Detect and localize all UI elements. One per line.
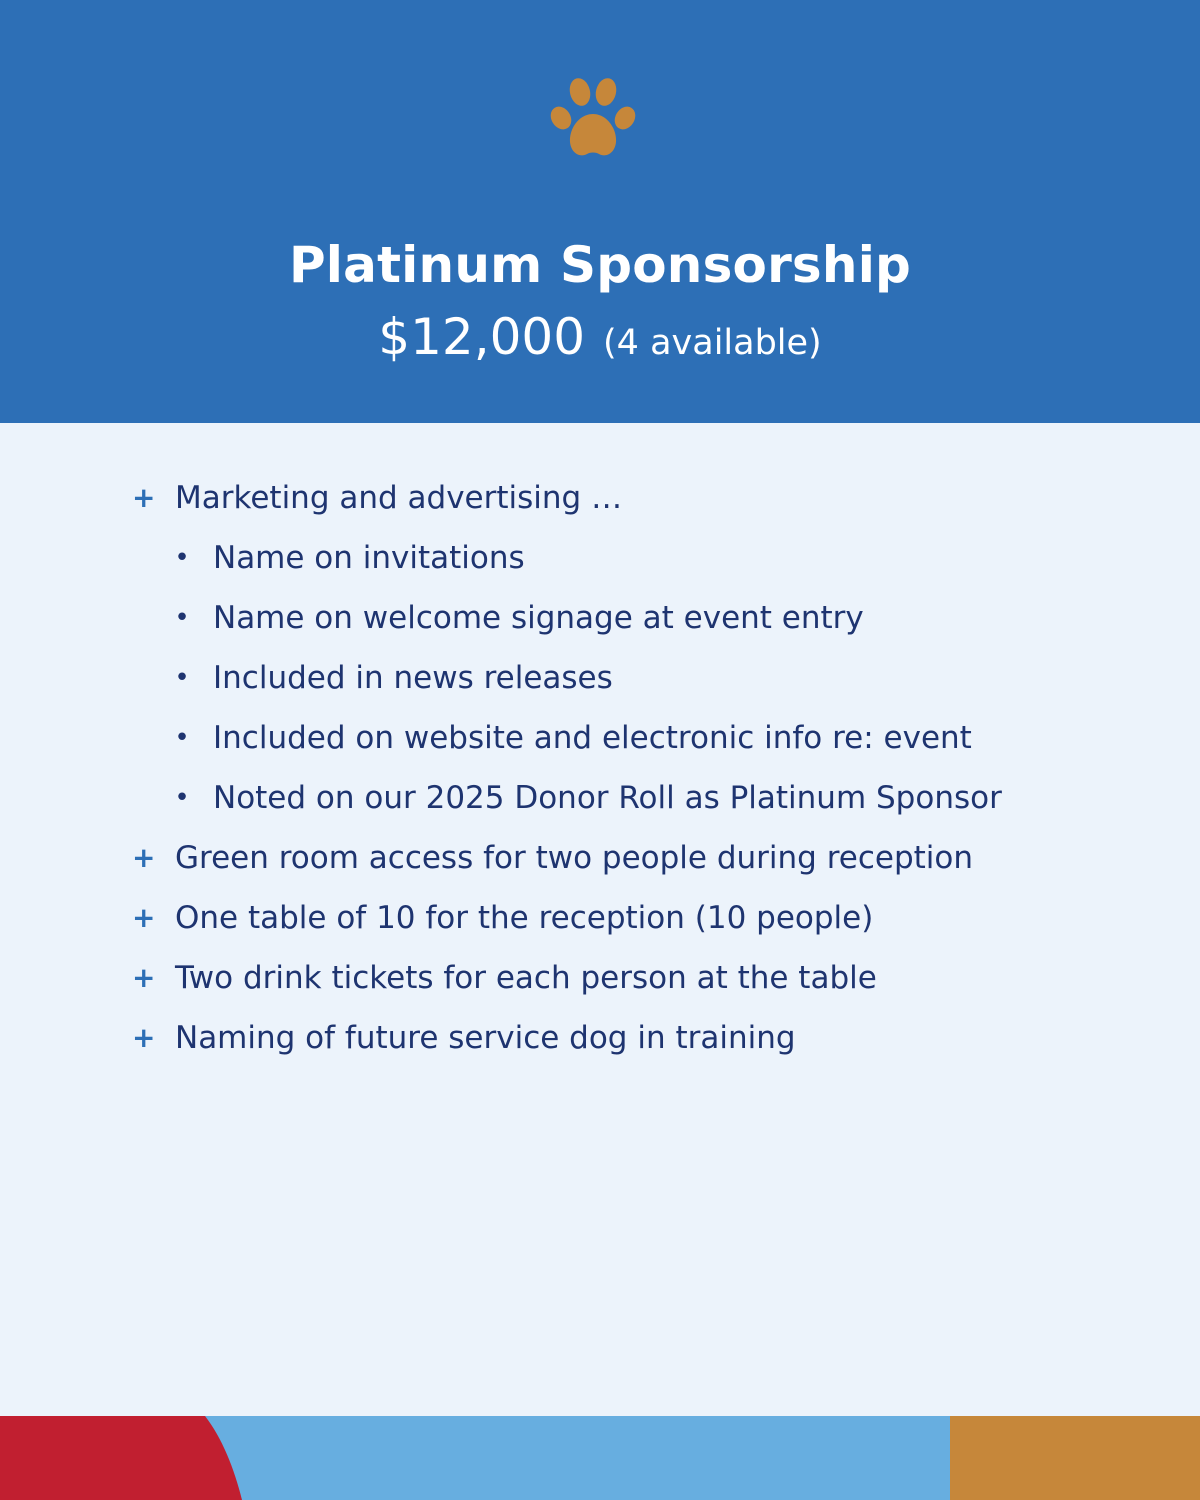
sub-benefit-text: Name on invitations [213,540,525,576]
bullet-icon: • [174,723,190,753]
plus-icon: + [132,1021,156,1054]
bullet-icon: • [174,663,190,693]
plus-icon: + [132,841,156,874]
footer-red-shape [0,1416,242,1500]
sub-benefit-text: Included on website and electronic info re: event [213,720,972,756]
bullet-icon: • [174,543,190,573]
benefit-text: Marketing and advertising … [175,480,623,516]
sub-benefit-text: Name on welcome signage at event entry [213,600,864,636]
price-line [0,308,1200,366]
paw-print-icon [549,74,637,160]
plus-icon: + [132,481,156,514]
benefit-text: Two drink tickets for each person at the table [175,960,877,996]
header-banner [0,0,1200,423]
sub-benefit-text: Noted on our 2025 Donor Roll as Platinum Sponsor [213,780,1002,816]
benefit-text: Green room access for two people during reception [175,840,974,876]
footer-color-band [0,1416,1200,1500]
sub-benefit-text: Included in news releases [213,660,613,696]
page-title: Platinum Sponsorship [288,236,912,294]
benefit-text: Naming of future service dog in training [175,1020,796,1056]
bullet-icon: • [174,603,190,633]
plus-icon: + [132,901,156,934]
benefit-text: One table of 10 for the reception (10 people) [175,900,874,936]
footer-orange-block [950,1416,1200,1500]
bullet-icon: • [174,783,190,813]
availability-note: (4 available) [603,323,822,363]
plus-icon: + [132,961,156,994]
sponsorship-price: $12,000 [378,308,586,366]
